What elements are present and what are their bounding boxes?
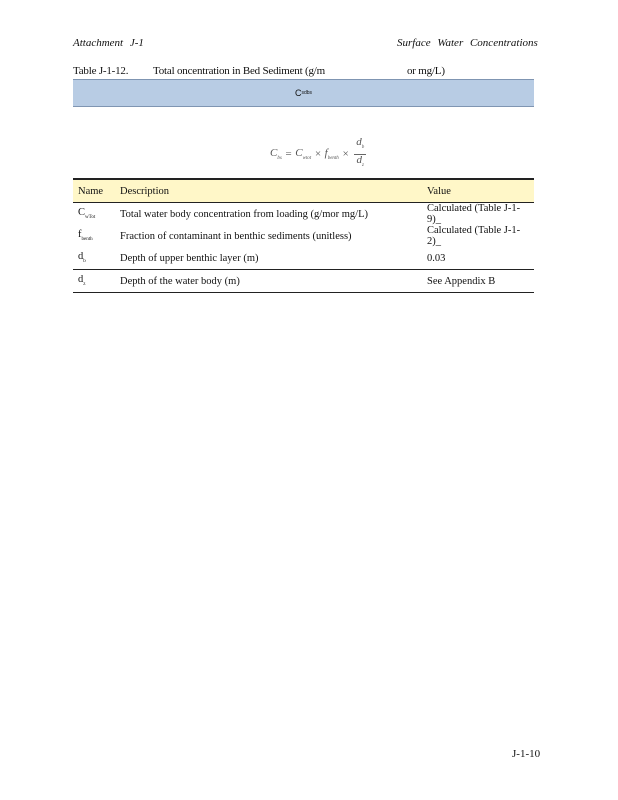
table-row (73, 247, 534, 270)
eq-lhs: $C_{bs}$ (270, 146, 282, 162)
running-header-right: Surface Water Concentrations (397, 37, 538, 49)
row-description: Fraction of contaminant in benthic sediments (unitless) (120, 230, 352, 242)
table-title-part1: Total oncentration in Bed Sediment (g/m (153, 65, 325, 77)
col-header-description: Description (115, 179, 422, 203)
row-description: Total water body concentration from loading (g/mor mg/L) (120, 208, 368, 220)
row-name: $C_{wTot}$ (78, 207, 96, 221)
table-caption (73, 65, 445, 77)
row-name: $d_b$ (78, 251, 86, 265)
eq-times-2: × (341, 148, 350, 160)
row-value: See Appendix B (422, 270, 534, 293)
eq-equals: = (284, 148, 293, 160)
col-header-name: Name (73, 179, 115, 203)
row-value: Calculated (Table J-1-9)_ (427, 203, 521, 225)
table-header-row (73, 179, 534, 203)
equation (270, 137, 366, 171)
eq-numerator: $d_b$ (354, 137, 366, 154)
running-header-left: Attachment J-1 (73, 37, 144, 49)
eq-denominator: $d_z$ (356, 153, 364, 168)
row-value: 0.03 (427, 252, 446, 264)
row-description: Depth of upper benthic layer (m) (120, 252, 259, 264)
parameter-table (73, 178, 534, 293)
eq-times-1: × (314, 148, 322, 160)
eq-fraction (354, 137, 366, 170)
band-symbol-sub: sdbs (301, 90, 313, 96)
page-number: J-1-10 (512, 748, 541, 760)
row-value: Calculated (Table J-1-2)_ (427, 225, 521, 247)
eq-term2: $f_{benth}$ (324, 146, 339, 162)
table-number: Table J-1-12. (73, 65, 129, 77)
eq-term1: $C_{wtot}$ (295, 146, 312, 162)
table-row (73, 225, 534, 247)
table-row (73, 270, 534, 293)
symbol-band (73, 79, 534, 107)
row-name: $d_z$ (73, 270, 115, 293)
table-row (73, 203, 534, 226)
row-description: Depth of the water body (m) (115, 270, 422, 293)
row-name: $f_{benth}$ (78, 229, 93, 243)
col-header-value: Value (422, 179, 534, 203)
table-title-part2: or mg/L) (406, 65, 445, 77)
band-symbol: C (294, 88, 302, 98)
